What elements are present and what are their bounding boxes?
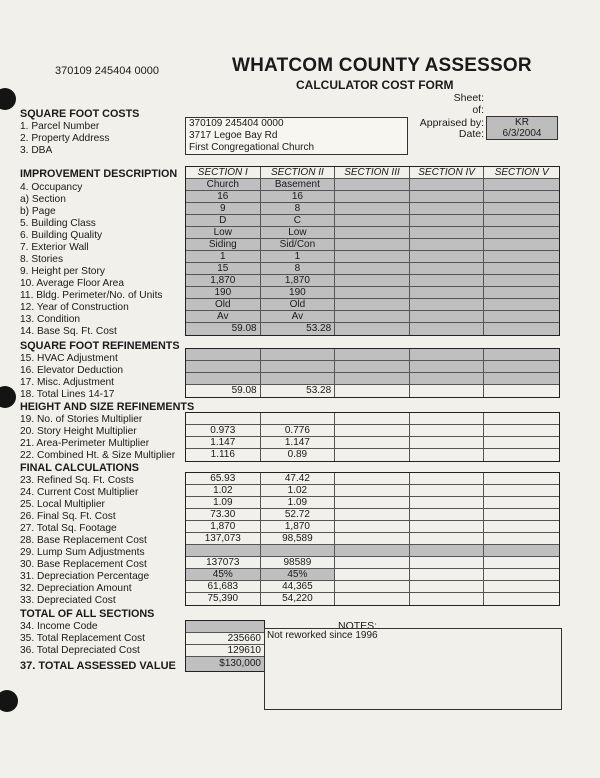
final-cell: 73.30	[186, 509, 261, 520]
improvement-cell	[484, 287, 559, 298]
improvement-cell	[335, 263, 410, 274]
refinement-label-1: 16. Elevator Deduction	[20, 365, 124, 376]
height-size-row	[186, 425, 559, 437]
improvement-cell	[335, 239, 410, 250]
height-size-cell	[261, 413, 336, 424]
dba-value: First Congregational Church	[189, 142, 315, 153]
height-size-cell: 0.973	[186, 425, 261, 436]
total-assessed-value: $130,000	[186, 657, 264, 671]
refinement-cell	[410, 385, 485, 397]
improvement-cell	[335, 275, 410, 286]
height-size-cell	[410, 449, 485, 461]
improvement-cell	[335, 179, 410, 190]
hole-punch-middle	[0, 386, 16, 408]
improvement-label-0: 4. Occupancy	[20, 182, 83, 193]
height-size-label-1: 20. Story Height Multiplier	[20, 426, 137, 437]
final-calculations-heading: FINAL CALCULATIONS	[20, 462, 139, 474]
final-cell	[410, 473, 485, 484]
section-ii-header: SECTION II	[261, 167, 336, 178]
final-cell	[335, 473, 410, 484]
final-cell	[335, 557, 410, 568]
height-size-cell	[335, 413, 410, 424]
final-row	[186, 569, 559, 581]
height-size-cell: 0.776	[261, 425, 336, 436]
final-cell	[335, 497, 410, 508]
final-row	[186, 557, 559, 569]
refinement-row	[186, 349, 559, 361]
improvement-cell: Low	[261, 227, 336, 238]
improvement-cell	[484, 203, 559, 214]
dba-label: 3. DBA	[20, 145, 53, 156]
total-depreciated-cost-value: 129610	[186, 645, 264, 657]
final-cell	[335, 533, 410, 544]
height-size-cell	[335, 437, 410, 448]
notes-title: NOTES:	[338, 620, 378, 632]
refinement-cell	[335, 361, 410, 372]
final-row	[186, 473, 559, 485]
height-size-cell	[484, 425, 559, 436]
final-label-3: 26. Final Sq. Ft. Cost	[20, 511, 116, 522]
final-row	[186, 497, 559, 509]
total-assessed-value-label: 37. TOTAL ASSESSED VALUE	[20, 660, 176, 672]
final-label-8: 31. Depreciation Percentage	[20, 571, 150, 582]
height-size-cell	[186, 413, 261, 424]
height-size-cell: 1.147	[261, 437, 336, 448]
final-cell: 137,073	[186, 533, 261, 544]
improvement-cell: 53.28	[261, 323, 336, 335]
height-size-cell: 0.89	[261, 449, 336, 461]
refinement-cell	[186, 349, 261, 360]
refinement-cell	[484, 349, 559, 360]
improvement-label-4: 6. Building Quality	[20, 230, 103, 241]
improvement-row	[186, 275, 559, 287]
square-foot-costs-heading: SQUARE FOOT COSTS	[20, 108, 140, 120]
improvement-cell: Church	[186, 179, 261, 190]
improvement-cell	[335, 251, 410, 262]
improvement-label-5: 7. Exterior Wall	[20, 242, 89, 253]
final-cell	[335, 485, 410, 496]
refinement-cell: 59.08	[186, 385, 261, 397]
improvement-cell: Low	[186, 227, 261, 238]
improvement-cell	[410, 179, 485, 190]
improvement-cell	[410, 263, 485, 274]
height-size-cell	[484, 449, 559, 461]
final-cell	[484, 521, 559, 532]
appraised-by-label: Appraised by:	[419, 117, 484, 129]
improvement-cell	[335, 191, 410, 202]
final-cell	[484, 497, 559, 508]
final-row	[186, 509, 559, 521]
final-label-9: 32. Depreciation Amount	[20, 583, 132, 594]
final-cell	[484, 509, 559, 520]
improvement-cell: Sid/Con	[261, 239, 336, 250]
section-header-row	[186, 167, 559, 179]
hole-punch-top	[0, 88, 16, 110]
final-cell	[484, 557, 559, 568]
refinement-cell	[484, 361, 559, 372]
totals-label-2: 36. Total Depreciated Cost	[20, 645, 140, 656]
improvement-cell	[484, 263, 559, 274]
improvement-row	[186, 299, 559, 311]
improvement-cell: Basement	[261, 179, 336, 190]
height-size-cell: 1.116	[186, 449, 261, 461]
improvement-row	[186, 203, 559, 215]
improvement-cell	[335, 323, 410, 335]
improvement-row	[186, 227, 559, 239]
final-cell	[410, 557, 485, 568]
improvement-cell	[335, 287, 410, 298]
refinement-cell	[186, 361, 261, 372]
final-cell	[261, 545, 336, 556]
total-all-sections-heading: TOTAL OF ALL SECTIONS	[20, 608, 155, 620]
final-cell	[335, 521, 410, 532]
improvement-cell	[335, 227, 410, 238]
final-label-4: 27. Total Sq. Footage	[20, 523, 117, 534]
improvement-cell	[335, 299, 410, 310]
appraisal-box	[486, 116, 558, 140]
improvement-cell: C	[261, 215, 336, 226]
improvement-row	[186, 215, 559, 227]
refinement-cell	[335, 349, 410, 360]
improvement-cell	[484, 239, 559, 250]
final-cell: 1.09	[186, 497, 261, 508]
final-cell: 54,220	[261, 593, 336, 605]
improvement-label-9: 11. Bldg. Perimeter/No. of Units	[20, 290, 163, 301]
final-row	[186, 533, 559, 545]
improvement-cell	[484, 179, 559, 190]
improvement-cell	[410, 239, 485, 250]
refinement-cell	[410, 373, 485, 384]
improvement-row	[186, 251, 559, 263]
final-cell	[410, 593, 485, 605]
height-size-cell	[335, 449, 410, 461]
improvement-cell	[410, 215, 485, 226]
refinement-cell	[335, 373, 410, 384]
improvement-cell	[410, 275, 485, 286]
refinement-cell	[261, 361, 336, 372]
final-label-6: 29. Lump Sum Adjustments	[20, 547, 145, 558]
improvement-cell: 1,870	[261, 275, 336, 286]
final-cell: 98,589	[261, 533, 336, 544]
improvement-label-10: 12. Year of Construction	[20, 302, 129, 313]
improvement-row	[186, 287, 559, 299]
height-size-cell	[335, 425, 410, 436]
final-cell	[335, 581, 410, 592]
refinement-cell: 53.28	[261, 385, 336, 397]
final-cell: 65.93	[186, 473, 261, 484]
property-address-label: 2. Property Address	[20, 133, 110, 144]
improvement-label-1: a) Section	[20, 194, 66, 205]
final-cell: 1,870	[261, 521, 336, 532]
final-cell: 1.02	[186, 485, 261, 496]
improvement-row	[186, 179, 559, 191]
final-cell	[484, 473, 559, 484]
section-iv-header: SECTION IV	[410, 167, 485, 178]
improvement-cell	[484, 275, 559, 286]
final-cell	[484, 581, 559, 592]
final-cell: 1.02	[261, 485, 336, 496]
improvement-cell	[410, 191, 485, 202]
final-cell	[410, 545, 485, 556]
property-address-value: 3717 Legoe Bay Rd	[189, 130, 278, 141]
final-label-2: 25. Local Multiplier	[20, 499, 105, 510]
refinement-label-0: 15. HVAC Adjustment	[20, 353, 118, 364]
improvement-cell: 190	[186, 287, 261, 298]
form-subtitle: CALCULATOR COST FORM	[296, 78, 454, 92]
height-size-cell	[410, 425, 485, 436]
final-cell	[484, 569, 559, 580]
improvement-cell: D	[186, 215, 261, 226]
property-info-box	[185, 117, 408, 155]
final-cell: 47.42	[261, 473, 336, 484]
refinement-cell	[410, 361, 485, 372]
improvement-row	[186, 263, 559, 275]
improvement-cell: 15	[186, 263, 261, 274]
final-cell	[410, 497, 485, 508]
square-foot-refinements-heading: SQUARE FOOT REFINEMENTS	[20, 340, 180, 352]
height-size-row	[186, 449, 559, 461]
final-cell: 61,683	[186, 581, 261, 592]
final-cell	[484, 533, 559, 544]
refinements-grid	[185, 348, 560, 398]
refinement-row	[186, 385, 559, 397]
final-cell	[410, 485, 485, 496]
improvement-cell	[410, 203, 485, 214]
final-label-7: 30. Base Replacement Cost	[20, 559, 147, 570]
improvement-cell	[484, 311, 559, 322]
improvement-cell	[410, 287, 485, 298]
final-label-0: 23. Refined Sq. Ft. Costs	[20, 475, 134, 486]
final-row	[186, 521, 559, 533]
refinement-label-2: 17. Misc. Adjustment	[20, 377, 114, 388]
section-iii-header: SECTION III	[335, 167, 410, 178]
final-cell	[410, 509, 485, 520]
improvement-description-heading: IMPROVEMENT DESCRIPTION	[20, 168, 178, 180]
final-cell	[186, 545, 261, 556]
final-cell: 52.72	[261, 509, 336, 520]
improvement-cell	[335, 311, 410, 322]
refinement-cell	[484, 373, 559, 384]
refinement-label-3: 18. Total Lines 14-17	[20, 389, 115, 400]
final-cell	[484, 485, 559, 496]
improvement-cell: 16	[186, 191, 261, 202]
improvement-row	[186, 323, 559, 335]
height-size-row	[186, 413, 559, 425]
height-size-row	[186, 437, 559, 449]
final-cell: 137073	[186, 557, 261, 568]
improvement-row	[186, 311, 559, 323]
final-cell	[410, 569, 485, 580]
improvement-grid	[185, 166, 560, 336]
improvement-label-12: 14. Base Sq. Ft. Cost	[20, 326, 117, 337]
header-parcel-number: 370109 245404 0000	[55, 65, 159, 77]
final-calculations-grid	[185, 472, 560, 606]
totals-label-0: 34. Income Code	[20, 621, 98, 632]
height-size-cell: 1.147	[186, 437, 261, 448]
improvement-cell	[410, 227, 485, 238]
final-cell: 1,870	[186, 521, 261, 532]
date-label: Date:	[458, 128, 484, 140]
final-cell: 98589	[261, 557, 336, 568]
refinement-cell	[261, 349, 336, 360]
section-i-header: SECTION I	[186, 167, 261, 178]
section-v-header: SECTION V	[494, 167, 549, 178]
final-label-1: 24. Current Cost Multiplier	[20, 487, 139, 498]
improvement-cell	[410, 311, 485, 322]
improvement-cell	[410, 251, 485, 262]
improvement-cell	[484, 227, 559, 238]
final-cell: 1.09	[261, 497, 336, 508]
final-row	[186, 545, 559, 557]
final-cell	[410, 521, 485, 532]
height-size-cell	[484, 437, 559, 448]
final-cell	[335, 509, 410, 520]
final-cell	[335, 569, 410, 580]
final-cell: 44,365	[261, 581, 336, 592]
improvement-cell	[335, 215, 410, 226]
improvement-label-3: 5. Building Class	[20, 218, 96, 229]
refinement-cell	[335, 385, 410, 397]
improvement-cell: Av	[261, 311, 336, 322]
improvement-cell	[410, 299, 485, 310]
improvement-cell: Av	[186, 311, 261, 322]
refinement-cell	[261, 373, 336, 384]
improvement-cell	[484, 299, 559, 310]
refinement-row	[186, 373, 559, 385]
improvement-row	[186, 191, 559, 203]
improvement-cell: 16	[261, 191, 336, 202]
total-replacement-cost-value: 235660	[186, 633, 264, 645]
improvement-cell	[410, 323, 485, 335]
improvement-cell: Old	[261, 299, 336, 310]
height-size-label-0: 19. No. of Stories Multiplier	[20, 414, 143, 425]
improvement-cell: 1,870	[186, 275, 261, 286]
parcel-number-label: 1. Parcel Number	[20, 121, 100, 132]
improvement-cell: 8	[261, 263, 336, 274]
final-cell: 45%	[261, 569, 336, 580]
improvement-cell: 8	[261, 203, 336, 214]
improvement-label-8: 10. Average Floor Area	[20, 278, 125, 289]
form-title: WHATCOM COUNTY ASSESSOR	[232, 55, 532, 76]
height-size-grid	[185, 412, 560, 462]
improvement-cell: 9	[186, 203, 261, 214]
final-row	[186, 593, 559, 605]
parcel-number-value: 370109 245404 0000	[189, 118, 284, 129]
final-cell: 75,390	[186, 593, 261, 605]
improvement-label-2: b) Page	[20, 206, 56, 217]
date-value: 6/3/2004	[502, 128, 542, 139]
improvement-cell	[484, 191, 559, 202]
sheet-label: Sheet:	[453, 92, 484, 104]
final-cell	[335, 593, 410, 605]
final-label-10: 33. Depreciated Cost	[20, 595, 116, 606]
totals-label-1: 35. Total Replacement Cost	[20, 633, 145, 644]
height-size-refinements-heading: HEIGHT AND SIZE REFINEMENTS	[20, 401, 195, 413]
improvement-cell: Old	[186, 299, 261, 310]
refinement-row	[186, 361, 559, 373]
final-cell	[410, 533, 485, 544]
improvement-label-11: 13. Condition	[20, 314, 81, 325]
final-cell	[484, 545, 559, 556]
height-size-cell	[410, 437, 485, 448]
final-row	[186, 581, 559, 593]
improvement-cell: 1	[186, 251, 261, 262]
improvement-cell: 190	[261, 287, 336, 298]
appraised-by-value: KR	[515, 117, 529, 128]
final-cell	[484, 593, 559, 605]
height-size-label-3: 22. Combined Ht. & Size Multiplier	[20, 450, 176, 461]
of-label: of:	[472, 104, 484, 116]
improvement-cell: 1	[261, 251, 336, 262]
refinement-cell	[186, 373, 261, 384]
totals-box	[185, 620, 265, 672]
improvement-cell: 59.08	[186, 323, 261, 335]
final-cell	[410, 581, 485, 592]
refinement-cell	[484, 385, 559, 397]
height-size-cell	[410, 413, 485, 424]
hole-punch-bottom	[0, 690, 18, 712]
final-cell	[335, 545, 410, 556]
final-row	[186, 485, 559, 497]
improvement-row	[186, 239, 559, 251]
notes-text: Not reworked since 1996	[267, 630, 378, 641]
improvement-cell	[335, 203, 410, 214]
height-size-label-2: 21. Area-Perimeter Multiplier	[20, 438, 150, 449]
improvement-cell	[484, 323, 559, 335]
final-cell: 45%	[186, 569, 261, 580]
improvement-label-6: 8. Stories	[20, 254, 64, 265]
final-label-5: 28. Base Replacement Cost	[20, 535, 147, 546]
height-size-cell	[484, 413, 559, 424]
refinement-cell	[410, 349, 485, 360]
improvement-label-7: 9. Height per Story	[20, 266, 105, 277]
improvement-cell	[484, 215, 559, 226]
improvement-cell: Siding	[186, 239, 261, 250]
income-code-value	[186, 621, 264, 633]
improvement-cell	[484, 251, 559, 262]
